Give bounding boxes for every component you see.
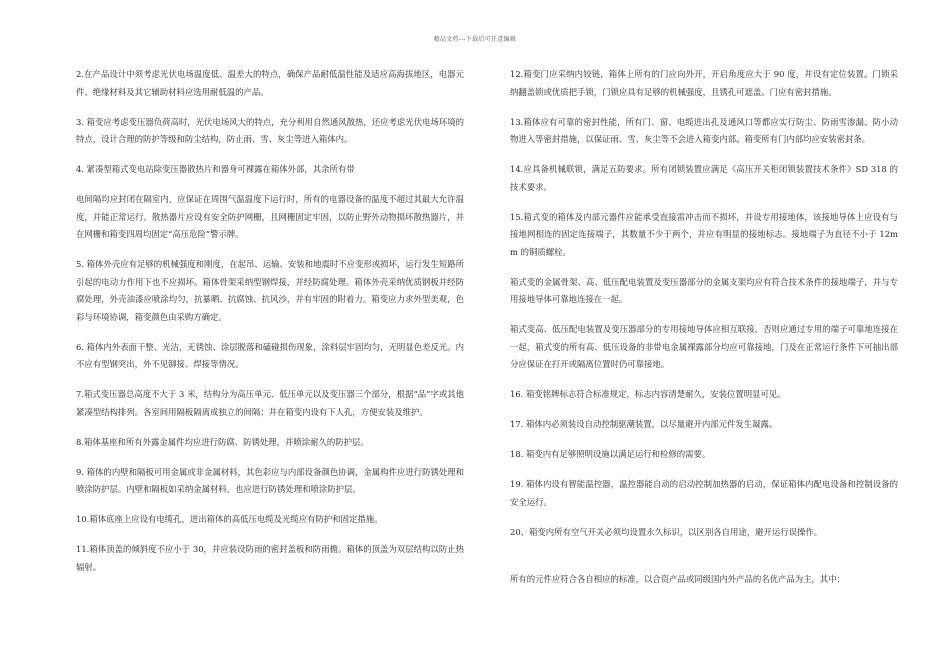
paragraph-20: 20、箱变内所有空气开关必须均设置永久标识，以区别各自用途，避开运行误操作。: [510, 526, 823, 537]
paragraph-9: 9. 箱体的内壁和隔板可用金属或非金属材料，其色彩应与内部设备颜色协调，金属构件应进行防锈处理和喷涂防护层。内壁和隔板如采纳金属材料，也应进行防锈处理和喷涂防护层。: [76, 466, 464, 494]
paragraph-15-grounding-connection: 箱式变高、低压配电装置及变压器部分的专用接地导体应相互联接，否则应通过专用的端子可靠地连接在一起，箱式变的所有高、低压设备的非带电金属裸露部分均应可靠接地，门及在正常运行条件下可抽出部分应保证在打开或隔离位置时仍可靠接地。: [510, 324, 898, 369]
paragraph-12: 12.箱变门应采纳内铰链，箱体上所有的门应向外开，开启角度应大于 90 度，并设有定位装置。门锁采纳翻盖锁或优质把手锁，门锁应具有足够的机械强度，且锈孔可遮盖。门应有密封措施。: [510, 69, 898, 97]
paragraph-16: 16. 箱变铭牌标志符合标准规定，标志内容清楚耐久，安装位置明显可见。: [510, 389, 786, 399]
paragraph-components-standard: 所有的元件应符合各自相应的标准，以合资产品或同级国内外产品的名优产品为主，其中：: [510, 574, 845, 584]
left-column: [76, 66, 464, 589]
paragraph-2: 2.在产品设计中须考虑光伏电场温度低、温差大的特点，确保产品耐低温性能及适应高海拔地区，电器元件、绝缘材料及其它辅助材料应选用耐低温的产品。: [76, 69, 464, 97]
paragraph-17: 17. 箱体内必须装设自动控制驱潮装置，以尽量避开内部元件发生凝露。: [510, 419, 778, 429]
paragraph-13: 13.箱体应有可靠的密封性能，所有门、窗、电缆进出孔及通风口等都应实行防尘、防雨雪渗漏、防小动物进入等密封措施，以保证雨、雪、灰尘等不会进入箱变内部。箱变所有门内部均应安装密封条。: [510, 116, 898, 144]
paragraph-15: 15.箱式变的箱体及内部元器件应能承受直接雷冲击而不损坏，并设专用接地体，该接地导体上应设有与接地网相连的固定连接端子，其数量不少于两个，并应有明显的接地标志。接地端子为直径不小于 12mm 的铜质螺栓。: [510, 211, 898, 257]
paragraph-4-continued: 电间隔均应封闭在隔室内，应保证在周围气温温度下运行时，所有的电器设备的温度不超过其最大允许温度，并能正常运行。散热器片应设有安全防护网栅，且网栅固定牢固，以防止野外动物损坏散热器片，并在网栅和箱变四周均固定“高压危险”警示牌。: [76, 194, 464, 239]
paragraph-5: 5. 箱体外壳应有足够的机械强度和刚度，在起吊、运输、安装和地震时不应变形或损坏，运行发生短路所引起的电动力作用下也不应损坏。箱体骨架采纳型钢焊接，并经防腐处理。箱体外壳采纳优质钢板并经防腐处理，外壳油漆应喷涂均匀，抗暴晒、抗腐蚀、抗风沙，并有牢固的附着力。箱变应力求外型美观，色彩与环境协调，箱变颜色由采购方确定。: [76, 259, 464, 322]
paragraph-4: 4. 紧凑型箱式变电站除变压器散热片和器身可裸露在箱体外部，其余所有带: [76, 164, 355, 174]
right-column: [510, 66, 898, 601]
paragraph-11: 11.箱体顶盖的倾斜度不应小于 30，并应装设防雨的密封盖板和防雨檐。箱体的顶盖为双层结构以防止热辐射。: [76, 544, 464, 572]
paragraph-10: 10.箱体底座上应设有电缆孔，进出箱体的高低压电缆及光缆应有防护和固定措施。: [76, 514, 383, 524]
paragraph-14: 14.应具备机械联锁，满足五防要求。所有闭锁装置应满足《高压开关柜闭锁装置技术条件》SD 318 的技术要求。: [510, 164, 898, 192]
paragraph-15-grounding-terminals: 箱式变的金属骨架、高、低压配电装置及变压器部分的金属支架均应有符合技术条件的接地端子，并与专用接地导体可靠地连接在一起。: [510, 276, 898, 304]
paragraph-6: 6. 箱体内外表面干整、光洁，无锈蚀、涂层脱落和磕碰损伤现象，涂料层牢固均匀，无明显色差反光。内不应有型钢突出，外不见铆接、焊接等情况。: [76, 341, 464, 369]
paragraph-18: 18. 箱变内有足够照明设施以满足运行和检修的需要。: [510, 449, 711, 459]
page-header: 精品文档---下载后可任意编辑: [433, 36, 517, 43]
paragraph-7: 7.箱式变压器总高度不大于 3 米，结构分为高压单元、低压单元以及变压器三个部分，根据“品”字或其他紧凑型结构排列。各室间用隔板隔离成独立的间隔；并在箱变内设有下人孔，方便安装及维护。: [76, 389, 464, 417]
paragraph-3: 3. 箱变应考虑变压器负荷高时，光伏电场风大的特点，充分利用自然通风散热，还应考虑光伏电场环境的特点，设计合理的防护等级和防尘结构，防止雨、雪、灰尘等进入箱体内。: [76, 116, 464, 144]
paragraph-8: 8.箱体基座和所有外露金属件均应进行防腐、防锈处理，并喷涂耐久的防护层。: [76, 436, 369, 447]
paragraph-19: 19. 箱体内设有智能温控器，温控器能自动的启动控制加热器的启动，保证箱体内配电设备和控制设备的安全运行。: [510, 479, 898, 507]
